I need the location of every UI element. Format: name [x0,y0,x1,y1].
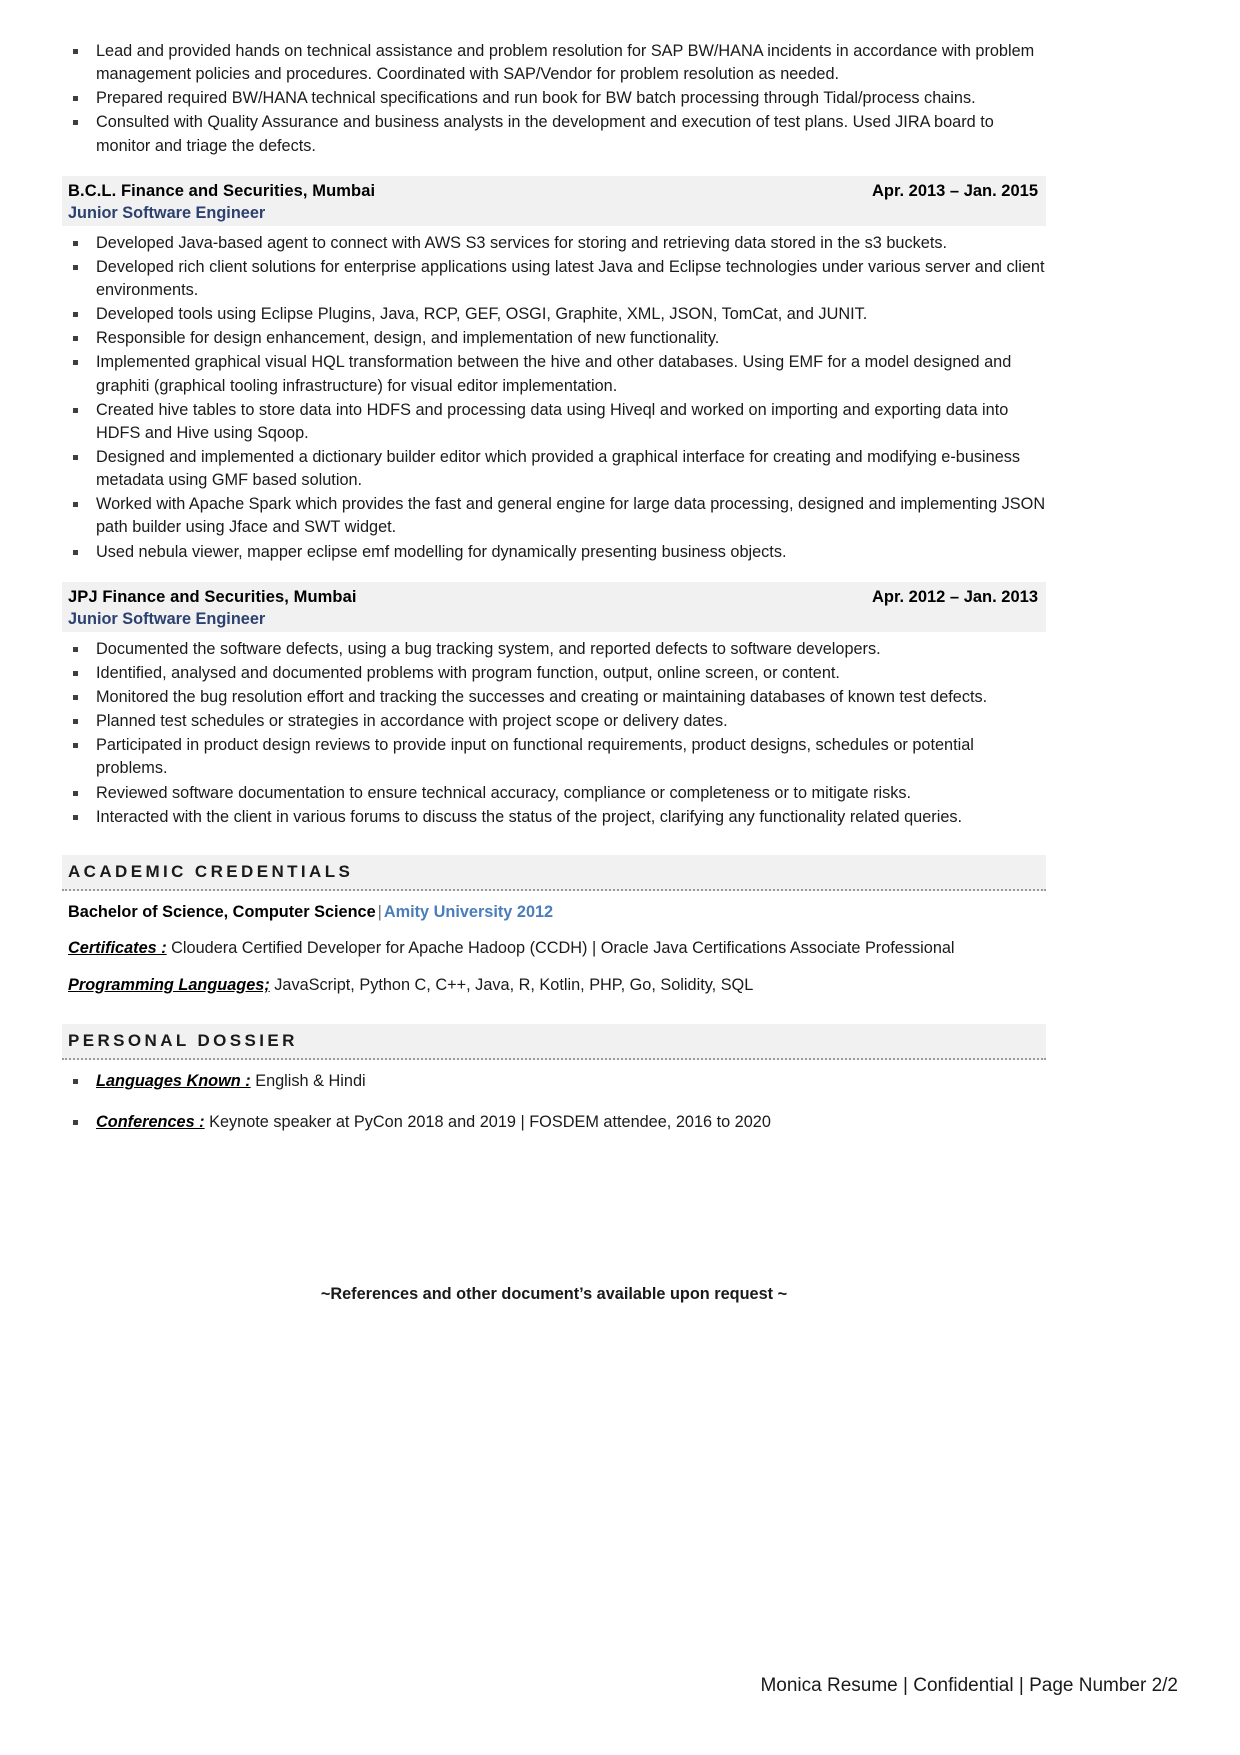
employment-dates: Apr. 2013 – Jan. 2015 [871,181,1038,200]
conferences-label: Conferences : [96,1113,205,1132]
languages-known-label: Languages Known : [96,1071,251,1090]
list-item: Prepared required BW/HANA technical specifications and run book for BW batch processing through Tidal/process chains. [62,87,1046,110]
job-bullet-list-jpj [62,638,1046,829]
list-item: Implemented graphical visual HQL transformation between the hive and other databases. Using EMF for a model designed and graphiti (graphical tooling infrastructure) for visual editor implementation. [62,351,1046,397]
list-item [62,1111,1046,1135]
job-header-jpj [62,582,1046,632]
list-item: Developed rich client solutions for enterprise applications using latest Java and Eclipse technologies under various server and client environments. [62,256,1046,302]
list-item: Consulted with Quality Assurance and business analysts in the development and execution of test plans. Used JIRA board to monitor and triage the defects. [62,111,1046,157]
top-bullet-list [62,40,1046,158]
programming-languages-line [68,974,1046,998]
programming-languages-label: Programming Languages; [68,976,270,995]
certificates-label: Certificates : [68,939,167,958]
degree-separator: | [377,902,382,921]
list-item: Reviewed software documentation to ensure technical accuracy, compliance or completeness or to mitigate risks. [62,782,1046,805]
job-header-row [68,182,1038,201]
page-footer: Monica Resume | Confidential | Page Number 2/2 [760,1675,1178,1696]
employment-dates: Apr. 2012 – Jan. 2013 [871,587,1038,606]
section-heading-dossier: PERSONAL DOSSIER [62,1024,1046,1060]
dossier-list [62,1070,1046,1135]
list-item: Used nebula viewer, mapper eclipse emf modelling for dynamically presenting business objects. [62,541,1046,564]
conferences-value: Keynote speaker at PyCon 2018 and 2019 | FOSDEM attendee, 2016 to 2020 [209,1113,771,1132]
list-item: Identified, analysed and documented problems with program function, output, online screen, or content. [62,662,1046,685]
list-item: Planned test schedules or strategies in accordance with project scope or delivery dates. [62,710,1046,733]
list-item: Lead and provided hands on technical assistance and problem resolution for SAP BW/HANA incidents in accordance with problem management policies and procedures. Coordinated with SAP/Vendor for problem resolution as needed. [62,40,1046,86]
job-bullet-list-bcl [62,232,1046,564]
list-item: Documented the software defects, using a bug tracking system, and reported defects to software developers. [62,638,1046,661]
job-header-bcl [62,176,1046,226]
list-item: Developed tools using Eclipse Plugins, Java, RCP, GEF, OSGI, Graphite, XML, JSON, TomCat, and JUNIT. [62,303,1046,326]
languages-known-value: English & Hindi [255,1071,366,1090]
job-title: Junior Software Engineer [68,609,266,628]
company-name: JPJ Finance and Securities, Mumbai [68,587,357,606]
university-name: Amity University 2012 [383,902,554,921]
job-header-row [68,588,1038,607]
company-name: B.C.L. Finance and Securities, Mumbai [68,181,376,200]
list-item: Interacted with the client in various forums to discuss the status of the project, clarifying any functionality related queries. [62,806,1046,829]
list-item: Monitored the bug resolution effort and tracking the successes and creating or maintaining databases of known test defects. [62,686,1046,709]
programming-languages-value: JavaScript, Python C, C++, Java, R, Kotlin, PHP, Go, Solidity, SQL [274,976,754,995]
list-item: Worked with Apache Spark which provides the fast and general engine for large data processing, designed and implementing JSON path builder using Jface and SWT widget. [62,493,1046,539]
page-content [62,40,1046,1304]
list-item: Responsible for design enhancement, design, and implementation of new functionality. [62,327,1046,350]
certificates-value: Cloudera Certified Developer for Apache Hadoop (CCDH) | Oracle Java Certifications Associate Professional [171,939,955,958]
job-title: Junior Software Engineer [68,203,266,222]
degree-name: Bachelor of Science, Computer Science [68,902,376,921]
list-item: Created hive tables to store data into HDFS and processing data using Hiveql and worked on importing and exporting data into HDFS and Hive using Sqoop. [62,399,1046,445]
certificates-line [68,937,1046,961]
degree-line [68,901,1046,925]
section-heading-academic: ACADEMIC CREDENTIALS [62,855,1046,891]
list-item: Participated in product design reviews to provide input on functional requirements, product designs, schedules or potential problems. [62,734,1046,780]
list-item: Developed Java-based agent to connect with AWS S3 services for storing and retrieving data stored in the s3 buckets. [62,232,1046,255]
closing-note: ~References and other document’s available upon request ~ [320,1284,788,1303]
list-item: Designed and implemented a dictionary builder editor which provided a graphical interface for creating and modifying e-business metadata using GMF based solution. [62,446,1046,492]
list-item [62,1070,1046,1094]
